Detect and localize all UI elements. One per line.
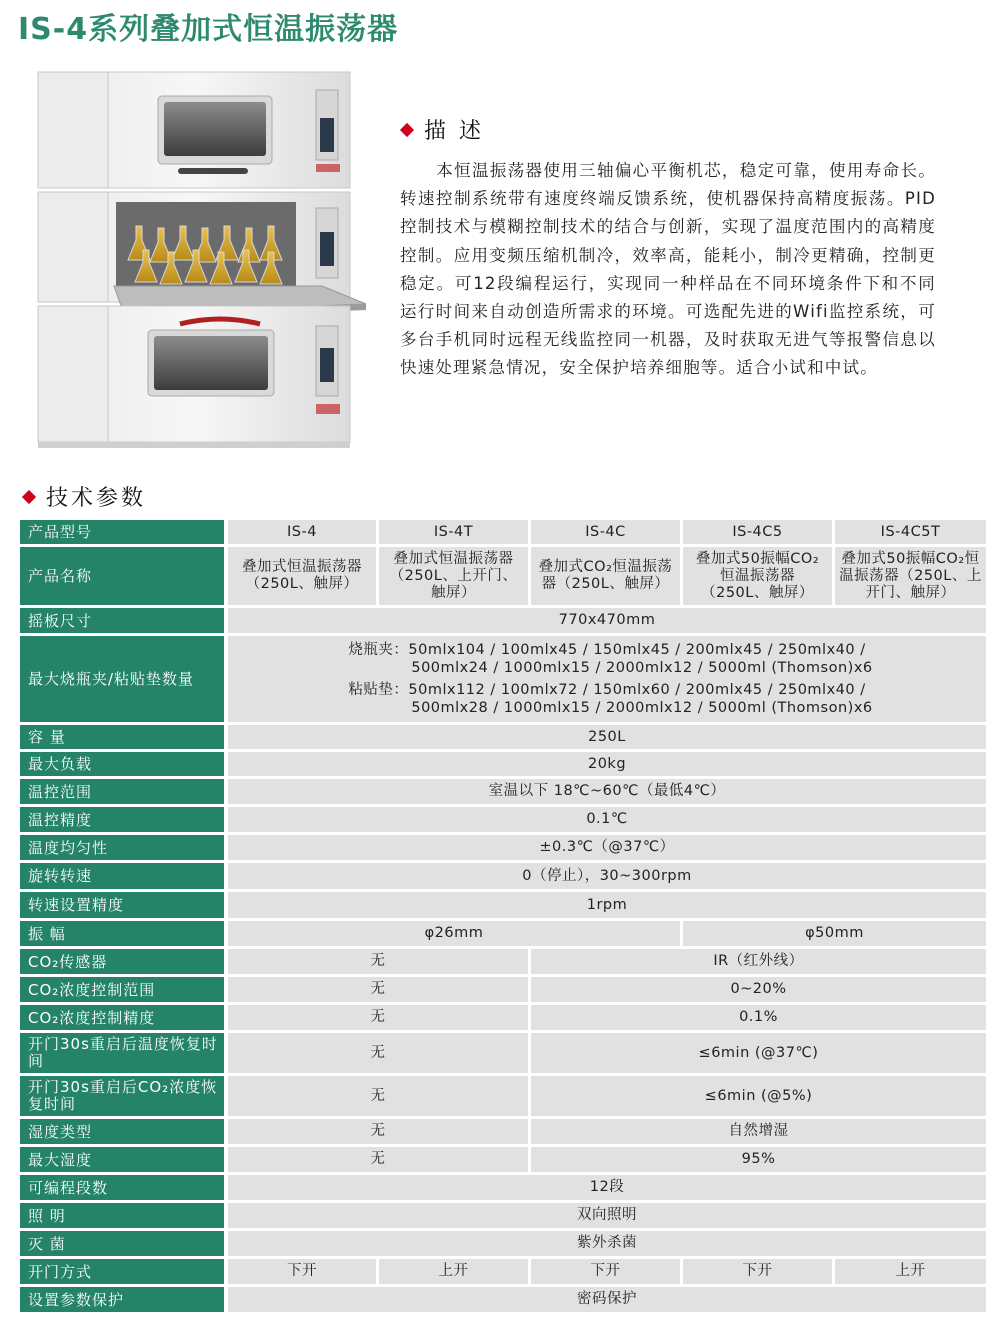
table-row [20,1259,986,1284]
value-cell: 无 [228,1005,531,1030]
row-label: 旋转转速 [20,863,228,889]
value-cell: ≤6min (@5%) [531,1076,986,1116]
table-row [20,921,986,946]
pad-line: 粘贴垫：50mlx112 / 100mlx72 / 150mlx60 / 200mlx45 / 250mlx40 / [348,682,866,698]
row-label: 容 量 [20,725,228,749]
row-label: 最大湿度 [20,1147,228,1172]
table-row [20,1175,986,1200]
table-row [20,1005,986,1030]
row-label: 产品名称 [20,547,228,605]
value-cell: ≤6min (@37℃) [531,1033,986,1073]
pad-line: 500mlx28 / 1000mlx15 / 2000mlx12 / 5000ml (Thomson)x6 [411,700,873,716]
row-label: 灭 菌 [20,1231,228,1256]
table-row [20,547,986,605]
row-label: 照 明 [20,1203,228,1228]
value-cell: 1rpm [228,892,986,918]
spec-table [20,517,986,1315]
value-cell: 无 [228,1076,531,1116]
row-label: CO₂浓度控制范围 [20,977,228,1002]
value-cell: 0.1℃ [228,807,986,832]
value-cell: 无 [228,949,531,974]
table-row [20,725,986,749]
model-cell: IS-4 [228,520,379,544]
table-row [20,636,986,722]
value-cell: ±0.3℃（@37℃） [228,835,986,860]
table-row [20,779,986,804]
door-cell: 下开 [683,1259,835,1284]
row-label: 开门方式 [20,1259,228,1284]
value-cell: 95% [531,1147,986,1172]
name-cell: 叠加式CO₂恒温振荡器（250L、触屏） [531,547,683,605]
table-row [20,977,986,1002]
value-cell: 双向照明 [228,1203,986,1228]
value-cell: IR（红外线） [531,949,986,974]
model-cell: IS-4C5 [683,520,835,544]
table-row [20,608,986,633]
value-cell: 自然增湿 [531,1119,986,1144]
row-label: 产品型号 [20,520,228,544]
clamp-pad-cell [228,636,986,722]
diamond-bullet-icon [400,122,414,136]
table-row [20,892,986,918]
door-cell: 下开 [531,1259,683,1284]
value-cell: 12段 [228,1175,986,1200]
value-cell: 250L [228,725,986,749]
row-label: 开门30s重启后温度恢复时间 [20,1033,228,1073]
description-text: 本恒温振荡器使用三轴偏心平衡机芯，稳定可靠，使用寿命长。转速控制系统带有速度终端反馈系统，使机器保持高精度振荡。PID控制技术与模糊控制技术的结合与创新，实现了温度范围内的高精度控制。应用变频压缩机制冷，效率高，能耗小，制冷更精确，控制更稳定。可12段编程运行，实现同一种样品在不同环境条件下和不同运行时间来自动创造所需求的环境。可选配先进的Wifi监控系统，可多台手机同时远程无线监控同一机器，及时获取无进气等报警信息以快速处理紧急情况，安全保护培养细胞等。适合小试和中试。 [400,161,936,378]
table-row [20,1287,986,1312]
model-cell: IS-4C5T [835,520,986,544]
row-label: 开门30s重启后CO₂浓度恢复时间 [20,1076,228,1116]
row-label: 温度均匀性 [20,835,228,860]
row-label: 最大负载 [20,752,228,776]
door-cell: 上开 [379,1259,531,1284]
value-cell: 紫外杀菌 [228,1231,986,1256]
value-cell: φ26mm [228,921,683,946]
row-label: 湿度类型 [20,1119,228,1144]
table-row [20,1231,986,1256]
table-row [20,752,986,776]
name-cell: 叠加式50振幅CO₂恒温振荡器（250L、触屏） [683,547,835,605]
table-row [20,807,986,832]
row-label: 最大烧瓶夹/粘贴垫数量 [20,636,228,722]
table-row [20,520,986,544]
row-label: 振 幅 [20,921,228,946]
value-cell: 0（停止），30~300rpm [228,863,986,889]
table-row [20,1076,986,1116]
row-label: CO₂浓度控制精度 [20,1005,228,1030]
value-cell: 无 [228,977,531,1002]
door-cell: 上开 [835,1259,986,1284]
value-cell: 770x470mm [228,608,986,633]
value-cell: 无 [228,1147,531,1172]
table-row [20,1203,986,1228]
clamp-line: 500mlx24 / 1000mlx15 / 2000mlx12 / 5000ml (Thomson)x6 [411,660,873,676]
value-cell: 20kg [228,752,986,776]
value-cell: 无 [228,1119,531,1144]
row-label: 可编程段数 [20,1175,228,1200]
value-cell: 0.1% [531,1005,986,1030]
value-cell: 室温以下 18℃~60℃（最低4℃） [228,779,986,804]
row-label: CO₂传感器 [20,949,228,974]
clamp-line: 烧瓶夹：50mlx104 / 100mlx45 / 150mlx45 / 200mlx45 / 250mlx40 / [348,642,866,658]
table-row [20,863,986,889]
row-label: 设置参数保护 [20,1287,228,1312]
diamond-bullet-icon [22,489,36,503]
specs-heading: 技术参数 [24,481,146,512]
table-row [20,835,986,860]
table-row [20,1119,986,1144]
value-cell: 密码保护 [228,1287,986,1312]
row-label: 摇板尺寸 [20,608,228,633]
row-label: 温控范围 [20,779,228,804]
row-label: 转速设置精度 [20,892,228,918]
table-row [20,949,986,974]
table-row [20,1033,986,1073]
name-cell: 叠加式50振幅CO₂恒温振荡器（250L、上开门、触屏） [835,547,986,605]
door-cell: 下开 [228,1259,379,1284]
table-row [20,1147,986,1172]
name-cell: 叠加式恒温振荡器（250L、触屏） [228,547,379,605]
value-cell: 0~20% [531,977,986,1002]
description-heading: 描 述 [402,114,484,145]
value-cell: 无 [228,1033,531,1073]
model-cell: IS-4T [379,520,531,544]
product-image [30,68,368,450]
name-cell: 叠加式恒温振荡器（250L、上开门、触屏） [379,547,531,605]
model-cell: IS-4C [531,520,683,544]
row-label: 温控精度 [20,807,228,832]
page-title: IS-4系列叠加式恒温振荡器 [18,12,399,47]
value-cell: φ50mm [683,921,986,946]
